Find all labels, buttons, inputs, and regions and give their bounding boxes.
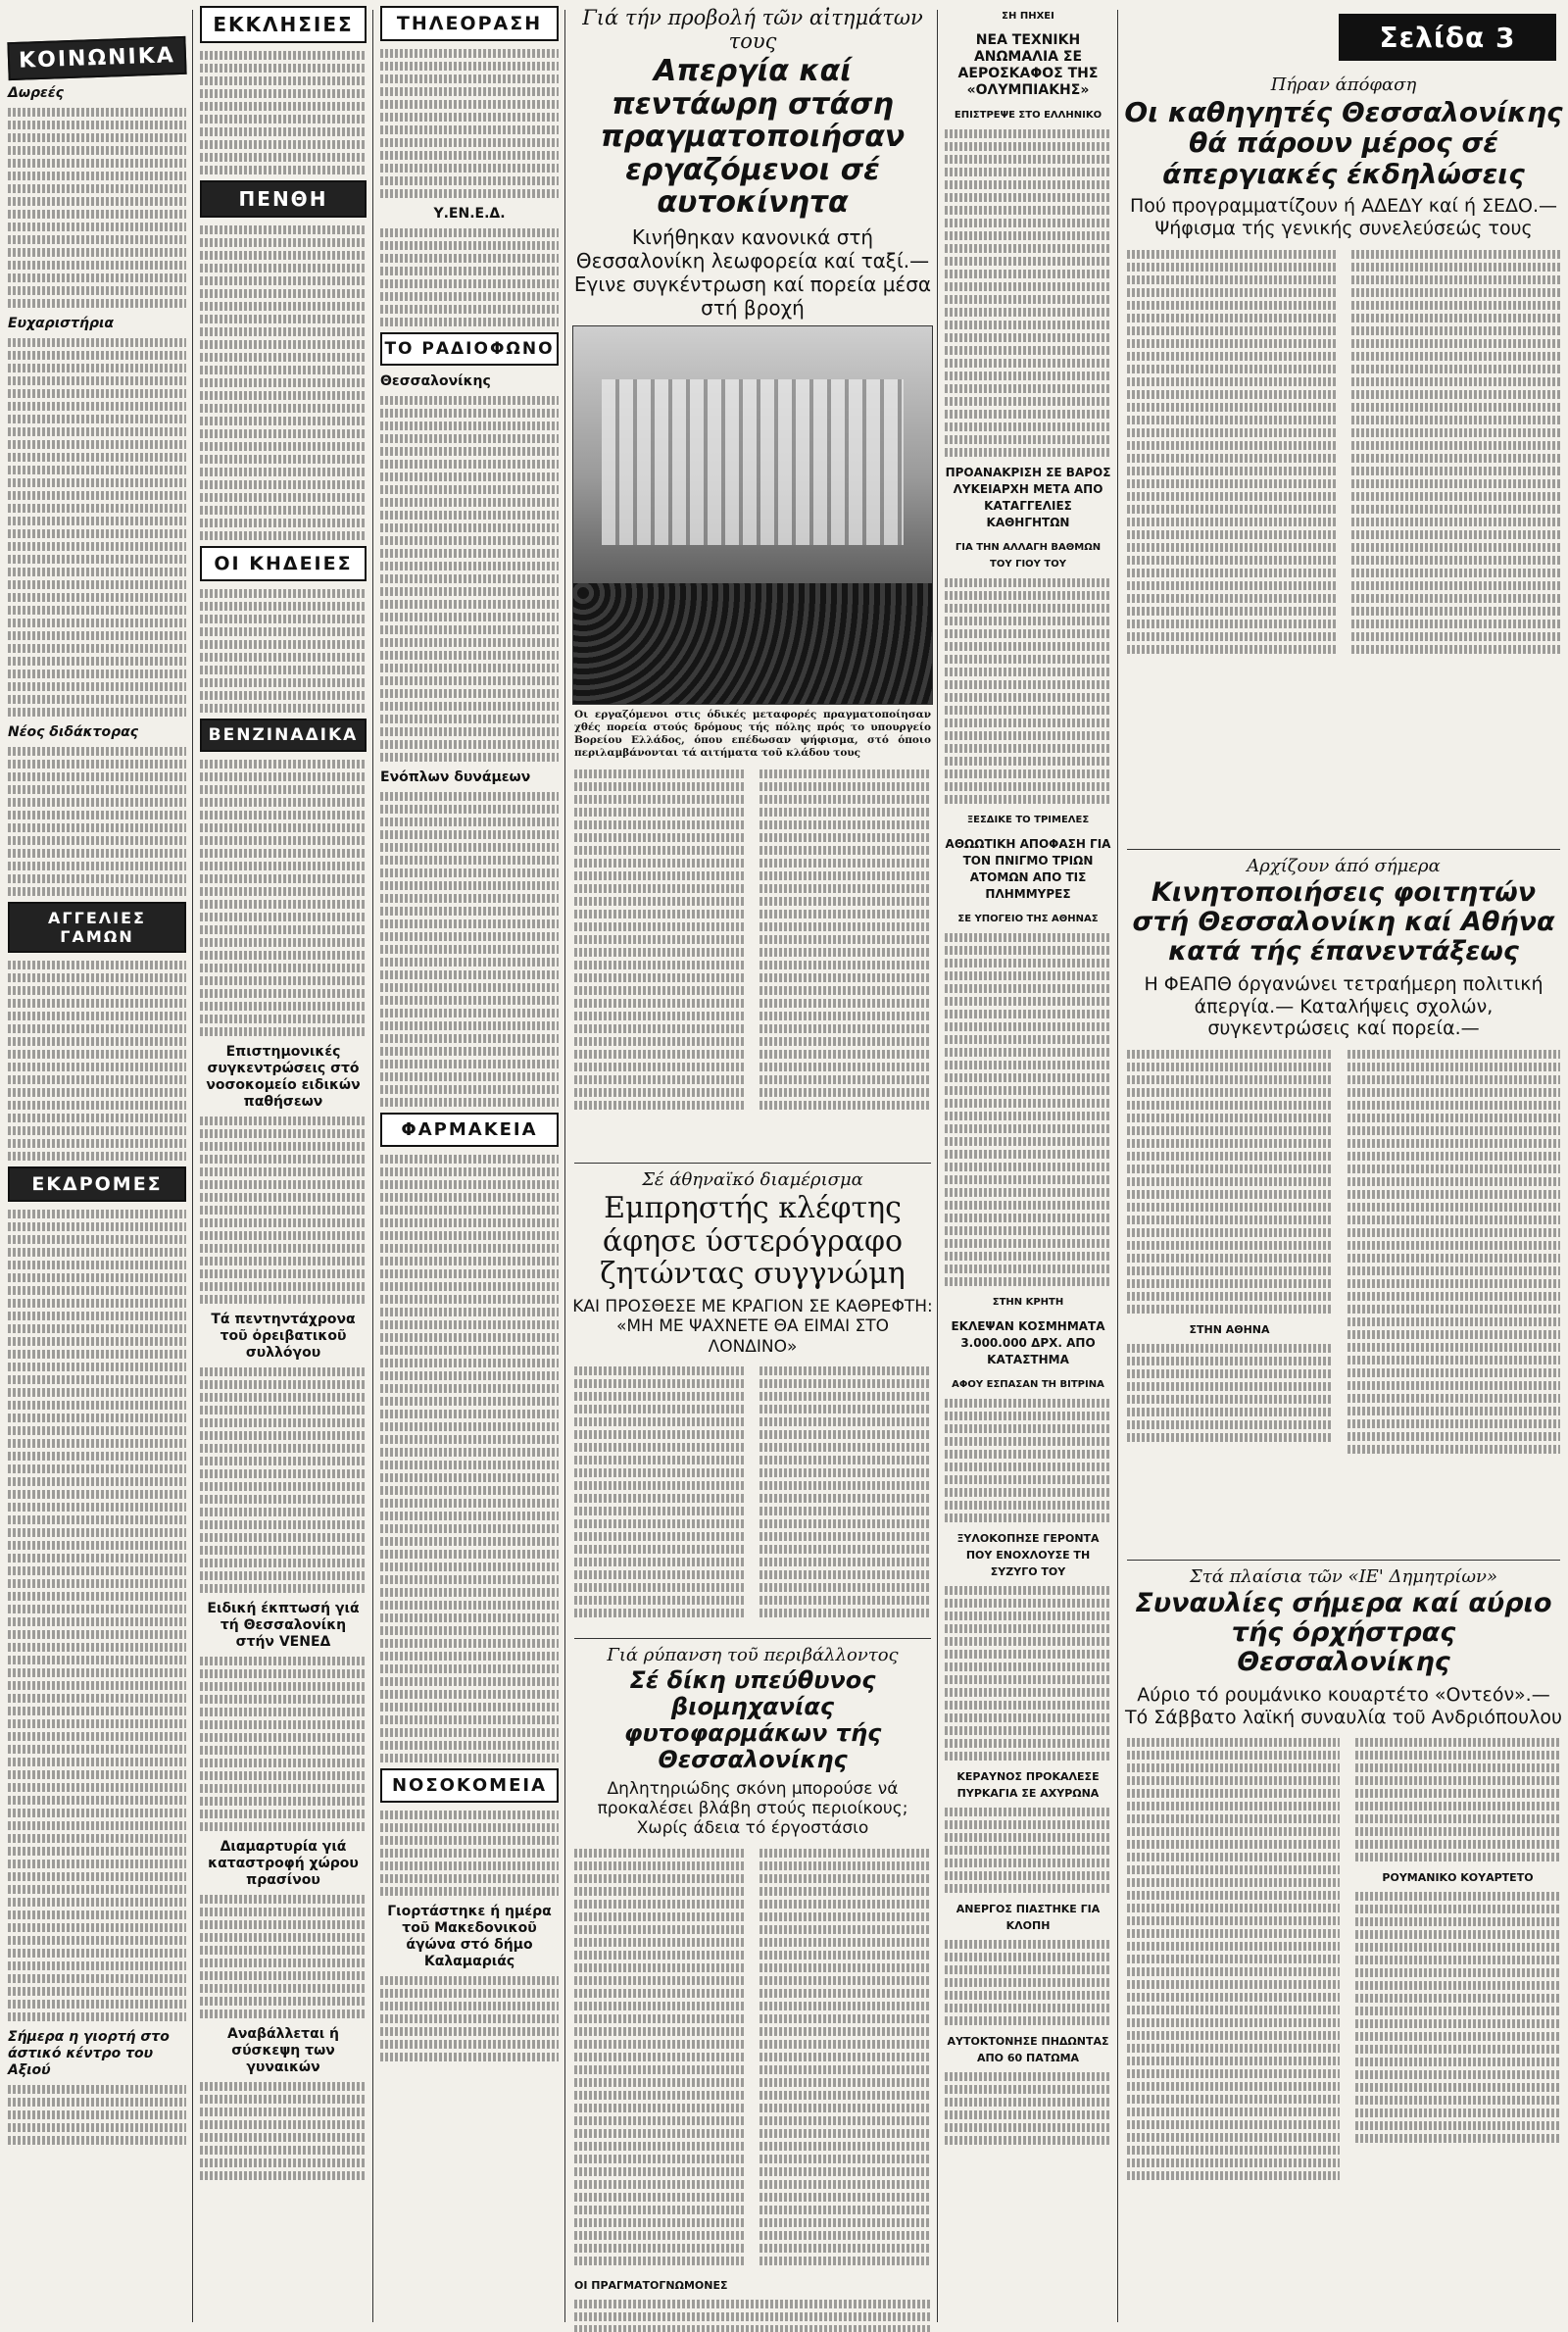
text-block xyxy=(1127,1734,1340,2184)
text-block xyxy=(945,129,1111,457)
pollution-subhead: ΟΙ ΠΡΑΓΜΑΤΟΓΝΩΜΟΝΕΣ xyxy=(574,2278,728,2292)
brief-olympiaki-sub: ΕΠΙΣΤΡΕΨΕ ΣΤΟ ΕΛΛΗΝΙΚΟ xyxy=(954,110,1102,121)
concerts-deck: Αύριο τό ρουμάνικο κουαρτέτο «Οντεόν».— Τό Σάββατο λαϊκή συναυλία τοῦ Ανδριόπουλου xyxy=(1125,1683,1562,1728)
concerts-subhead-quartet: ΡΟΥΜΑΝΙΚΟ ΚΟΥΑΡΤΕΤΟ xyxy=(1382,1871,1534,1885)
column-rule xyxy=(564,10,565,2322)
section-penthi: ΠΕΝΘΗ xyxy=(200,180,367,218)
subhead-enoplon: Ενόπλων δυνάμεων xyxy=(380,769,531,785)
subhead-epistimonikes: Επιστημονικές συγκεντρώσεις στό νοσοκομείο ειδικών παθήσεων xyxy=(206,1044,361,1110)
subhead-thessalonikis: Θεσσαλονίκης xyxy=(380,373,491,389)
text-block xyxy=(1351,246,1560,658)
text-block xyxy=(380,228,559,326)
text-block xyxy=(1127,246,1336,658)
brief-trimeles: ΞΕΣΔΙΚΕ ΤΟ ΤΡΙΜΕΛΕΣ xyxy=(966,815,1090,825)
text-block xyxy=(1355,1892,1560,2143)
column-2 xyxy=(196,0,370,2332)
professors-kicker: Πήραν άπόφαση xyxy=(1270,74,1417,95)
text-block xyxy=(945,2072,1111,2145)
text-block xyxy=(200,1895,367,2018)
subhead-neos-didaktoras: Νέος διδάκτορας xyxy=(8,724,139,740)
text-block xyxy=(945,578,1111,804)
concerts-headline: Συναυλίες σήμερα καί αύριο τής όρχήστρας Θεσσαλονίκης xyxy=(1135,1588,1552,1678)
section-nosokomeia: ΝΟΣΟΚΟΜΕΙΑ xyxy=(380,1768,559,1803)
subhead-giortastike: Γιορτάστηκε ή ημέρα τοῦ Μακεδονικοῦ άγώνα στό δήμο Καλαμαριάς xyxy=(387,1904,552,1969)
main-story xyxy=(570,0,935,1147)
pollution-deck: Δηλητηριώδης σκόνη μπορούσε νά προκαλέσει βλάβη στούς περιοίκους; Χωρίς άδεια τό έργοστάσιο xyxy=(597,1778,908,1839)
text-block xyxy=(945,933,1111,1286)
briefs-tag: ΣΗ ΠΗΧΕΙ xyxy=(1002,11,1054,22)
text-block xyxy=(200,2082,367,2180)
brief-athoa-sub: ΣΕ ΥΠΟΓΕΙΟ ΤΗΣ ΑΘΗΝΑΣ xyxy=(957,914,1099,924)
subhead-anavalletai: Αναβάλλεται ή σύσκεψη των γυναικών xyxy=(227,2026,339,2075)
text-block xyxy=(200,589,367,713)
students-headline: Κινητοποιήσεις φοιτητών στή Θεσσαλονίκη καί Αθήνα κατά τής έπανεντάξεως xyxy=(1132,877,1555,968)
text-block xyxy=(8,338,186,717)
subhead-giorti: Σήμερα η γιορτή στο άστικό κέντρο του Αξιού xyxy=(8,2029,170,2078)
brief-eklepsan-sub: ΑΦΟΥ ΕΣΠΑΣΑΝ ΤΗ ΒΙΤΡΙΝΑ xyxy=(952,1379,1104,1390)
brief-olympiaki: ΝΕΑ ΤΕΧΝΙΚΗ ΑΝΩΜΑΛΙΑ ΣΕ ΑΕΡΟΣΚΑΦΟΣ ΤΗΣ «ΟΛΥΜΠΙΑΚΗΣ» xyxy=(957,32,1099,98)
page-number-badge: Σελίδα 3 xyxy=(1339,14,1556,61)
column-3 xyxy=(376,0,563,2332)
brief-proanakrisi: ΠΡΟΑΝΑΚΡΙΣΗ ΣΕ ΒΑΡΟΣ ΛΥΚΕΙΑΡΧΗ ΜΕΤΑ ΑΠΟ ΚΑΤΑΓΓΕΛΙΕΣ ΚΑΘΗΓΗΤΩΝ xyxy=(945,466,1111,529)
students-subhead-athina: ΣΤΗΝ ΑΘΗΝΑ xyxy=(1189,1323,1270,1337)
main-story-kicker: Γιά τήν προβολή τῶν αἰτημάτων τους xyxy=(582,6,923,53)
main-story-deck: Κινήθηκαν κανονικά στή Θεσσαλονίκη λεωφορεία καί ταξί.— Εγινε συγκέντρωση καί πορεία μέσα στή βροχή xyxy=(573,224,932,320)
brief-aftoktonise: ΑΥΤΟΚΤΟΝΗΣΕ ΠΗΔΩΝΤΑΣ ΑΠΟ 60 ΠΑΤΩΜΑ xyxy=(947,2035,1109,2064)
main-story-headline: Απεργία καί πεντάωρη στάση πραγματοποιήσαν εργαζόμενοι σέ αυτοκίνητα xyxy=(600,54,906,221)
section-tileorasi: ΤΗΛΕΟΡΑΣΗ xyxy=(380,6,559,41)
text-block xyxy=(200,1367,367,1593)
text-block xyxy=(380,49,559,198)
text-block xyxy=(200,1116,367,1304)
text-block xyxy=(760,1845,931,2269)
brief-xylokopise: ΞΥΛΟΚΟΠΗΣΕ ΓΕΡΟΝΤΑ ΠΟΥ ΕΝΟΧΛΟΥΣΕ ΤΗ ΣΥΖΥΓΟ ΤΟΥ xyxy=(956,1532,1100,1578)
brief-athoa: ΑΘΩΩΤΙΚΗ ΑΠΟΦΑΣΗ ΓΙΑ ΤΟΝ ΠΝΙΓΜΟ ΤΡΙΩΝ ΑΤΟΜΩΝ ΑΠΟ ΤΙΣ ΠΛΗΜΜΥΡΕΣ xyxy=(945,837,1111,901)
section-farmakeia: ΦΑΡΜΑΚΕΙΑ xyxy=(380,1113,559,1147)
pollution-story xyxy=(570,1632,935,2332)
text-block xyxy=(945,1940,1111,2025)
column-briefs xyxy=(941,0,1115,2332)
column-rule xyxy=(192,10,193,2322)
text-block xyxy=(380,396,559,762)
pollution-headline: Σέ δίκη υπεύθυνος βιομηχανίας φυτοφαρμάκων τής Θεσσαλονίκης xyxy=(623,1666,882,1773)
section-ekklisies: ΕΚΚΛΗΣΙΕΣ xyxy=(200,6,367,43)
text-block xyxy=(574,2300,931,2332)
column-rule xyxy=(372,10,373,2322)
concerts-kicker: Στά πλαίσια τῶν «ΙΕ' Δημητρίων» xyxy=(1190,1566,1497,1587)
text-block xyxy=(200,1657,367,1831)
text-block xyxy=(760,1363,931,1621)
professors-deck: Πού προγραμματίζουν ή ΑΔΕΔΥ καί ή ΣΕΔΟ.— Ψήφισμα τής γενικής συνελεύσεώς τους xyxy=(1129,195,1558,239)
brief-anergos: ΑΝΕΡΓΟΣ ΠΙΑΣΤΗΚΕ ΓΙΑ ΚΛΟΠΗ xyxy=(956,1903,1101,1932)
text-block xyxy=(8,108,186,308)
burglar-story xyxy=(570,1157,935,1627)
students-kicker: Αρχίζουν άπό σήμερα xyxy=(1247,856,1441,876)
burglar-headline: Εμπρηστής κλέφτης άφησε ύστερόγραφο ζητώντας συγγνώμη xyxy=(600,1191,906,1292)
text-block xyxy=(574,1363,746,1621)
text-block xyxy=(760,766,931,1114)
text-block xyxy=(945,1399,1111,1522)
text-block xyxy=(1348,1046,1560,1458)
text-block xyxy=(200,225,367,540)
text-block xyxy=(380,1155,559,1762)
students-deck: Η ΦΕΑΠΘ όργανώνει τετραήμερη πολιτική άπεργία.— Καταλήψεις σχολών, συγκεντρώσεις καί πορεία.— xyxy=(1144,972,1544,1040)
text-block xyxy=(574,766,746,1114)
professors-story xyxy=(1123,69,1564,833)
section-koinonika: ΚΟΙΝΩΝΙΚΑ xyxy=(7,36,186,80)
brief-kriti: ΣΤΗΝ ΚΡΗΤΗ xyxy=(992,1297,1064,1308)
text-block xyxy=(1127,1050,1332,1314)
photo-caption: Οι εργαζόμενοι στις όδικές μεταφορές πραγματοποίησαν χθές πορεία στούς δρόμους τής πόλης πρός το υπουργείο Βορείου Ελλάδος, όπου επέδωσαν ψήφισμα, στό όποιο περιλαμβάνονται τά αιτήματα τοῦ κλάδου τους xyxy=(574,708,931,759)
text-block xyxy=(8,2085,186,2145)
text-block xyxy=(8,961,186,1161)
brief-proanakrisi-sub: ΓΙΑ ΤΗΝ ΑΛΛΑΓΗ ΒΑΘΜΩΝ ΤΟΥ ΓΙΟΥ ΤΟΥ xyxy=(955,542,1102,570)
subhead-yened: Υ.ΕΝ.Ε.Δ. xyxy=(433,206,506,222)
section-aggelies-gamon: ΑΓΓΕΛΙΕΣ ΓΑΜΩΝ xyxy=(8,902,186,953)
section-oi-kideies: ΟΙ ΚΗΔΕΙΕΣ xyxy=(200,546,367,581)
brief-eklepsan: ΕΚΛΕΨΑΝ ΚΟΣΜΗΜΑΤΑ 3.000.000 ΔΡΧ. ΑΠΟ ΚΑΤΑΣΤΗΜΑ xyxy=(951,1319,1105,1366)
section-to-radiofono: ΤΟ ΡΑΔΙΟΦΩΝΟ xyxy=(380,332,559,366)
text-block xyxy=(8,747,186,896)
section-ekdromes: ΕΚΔΡΟΜΕΣ xyxy=(8,1166,186,1202)
concerts-story xyxy=(1123,1554,1564,2332)
burglar-deck: ΚΑΙ ΠΡΟΣΘΕΣΕ ΜΕ ΚΡΑΓΙΟΝ ΣΕ ΚΑΘΡΕΦΤΗ: «ΜΗ ΜΕ ΨΑΧΝΕΤΕ ΘΑ ΕΙΜΑΙ ΣΤΟ ΛΟΝΔΙΝΟ» xyxy=(572,1296,933,1357)
text-block xyxy=(8,1210,186,2021)
text-block xyxy=(1355,1738,1560,1861)
text-block xyxy=(380,792,559,1107)
column-1 xyxy=(4,0,190,2332)
column-rule xyxy=(937,10,938,2322)
protest-photo xyxy=(572,325,933,705)
professors-headline: Οι καθηγητές Θεσσαλονίκης θά πάρουν μέρος σέ άπεργιακές έκδηλώσεις xyxy=(1124,96,1563,190)
column-rule xyxy=(1117,10,1118,2322)
pollution-kicker: Γιά ρύπανση τοῦ περιβάλλοντος xyxy=(607,1645,899,1665)
subhead-eidiki-ekptosi: Ειδική έκπτωσή γιά τή Θεσσαλονίκη στήν VENEΔ xyxy=(207,1601,360,1650)
brief-keraynos: ΚΕΡΑΥΝΟΣ ΠΡΟΚΑΛΕΣΕ ΠΥΡΚΑΓΙΑ ΣΕ ΑΧΥΡΩΝΑ xyxy=(956,1770,1100,1800)
text-block xyxy=(380,1976,559,2061)
subhead-pentikontaxrona: Τά πεντηντάχρονα τοῦ ὀρειβατικοῦ συλλόγου xyxy=(211,1312,356,1361)
text-block xyxy=(200,51,367,174)
text-block xyxy=(945,1808,1111,1893)
subhead-eyxaristiria: Ευχαριστήρια xyxy=(8,316,115,331)
text-block xyxy=(945,1586,1111,1761)
text-block xyxy=(574,1845,746,2269)
subhead-diamartyria: Διαμαρτυρία γιά καταστροφή χώρου πρασίνου xyxy=(208,1839,359,1888)
text-block xyxy=(1127,1344,1332,1442)
text-block xyxy=(380,1811,559,1896)
students-story xyxy=(1123,843,1564,1549)
burglar-kicker: Σέ άθηναϊκό διαμέρισμα xyxy=(642,1169,863,1190)
text-block xyxy=(200,760,367,1036)
subhead-doreai: Δωρεές xyxy=(8,85,64,101)
section-venzinadika: ΒΕΝΖΙΝΑΔΙΚΑ xyxy=(200,719,367,752)
